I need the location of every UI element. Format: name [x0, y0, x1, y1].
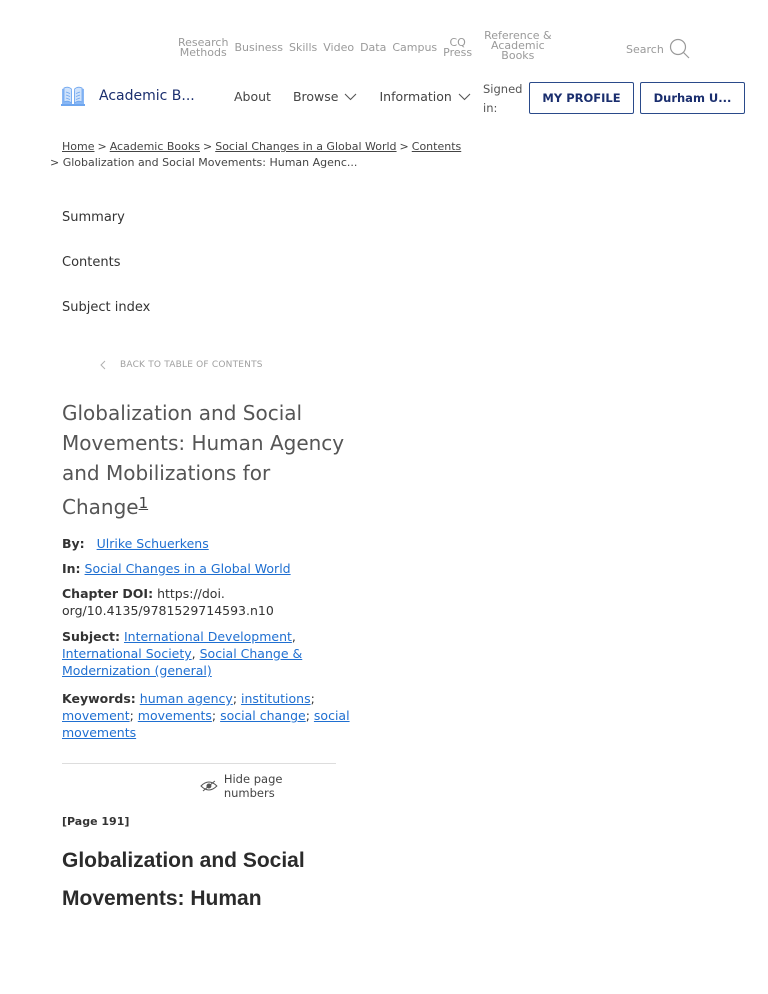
- subject-line: Subject: International Development, International Society, Social Change & Modernization (general): [62, 629, 303, 678]
- topnav-video[interactable]: [323, 43, 354, 53]
- breadcrumb-separator: >: [203, 140, 213, 153]
- book-line: [62, 560, 352, 577]
- by-label: By:: [62, 536, 85, 551]
- keyword-link[interactable]: institutions: [241, 691, 311, 706]
- breadcrumb-current: Globalization and Social Movements: Human Agenc...: [62, 156, 358, 169]
- keyword-link[interactable]: social movements: [62, 708, 350, 740]
- search-label: Search: [626, 42, 664, 56]
- topnav-label: Research: [178, 36, 229, 49]
- topnav-label: Methods: [179, 46, 227, 59]
- breadcrumb-home[interactable]: Home: [62, 140, 95, 153]
- chevron-down-icon: [344, 93, 357, 101]
- chapter-side-nav: [62, 209, 150, 344]
- site-header: [0, 80, 768, 116]
- doi-label: Chapter DOI:: [62, 586, 154, 601]
- chapter-title-text: Globalization and Social Movements: Human Agency and Mobilizations for Change: [62, 401, 345, 519]
- topnav-label: Academic: [491, 39, 545, 52]
- search-button[interactable]: [626, 38, 691, 60]
- topnav-reference-academic-books[interactable]: [484, 31, 551, 61]
- keywords-label: Keywords:: [62, 691, 136, 706]
- nav-browse[interactable]: [293, 89, 358, 104]
- topnav-label: Books: [501, 49, 535, 62]
- topnav-cq-press[interactable]: [443, 38, 472, 58]
- topnav-label: Video: [323, 41, 355, 54]
- nav-label: About: [234, 89, 271, 104]
- signed-in-text: in:: [483, 101, 498, 115]
- keyword-link[interactable]: movements: [137, 708, 212, 723]
- in-label: In:: [62, 561, 81, 576]
- hide-page-numbers-label: Hide page numbers: [223, 772, 283, 800]
- author-line: [62, 535, 352, 552]
- site-title: Academic B...: [99, 88, 195, 104]
- open-book-icon: [61, 85, 85, 107]
- nav-label: Information: [379, 89, 452, 104]
- signed-in-text: Signed: [483, 82, 523, 96]
- back-to-toc-link[interactable]: [100, 360, 263, 370]
- main-nav: [234, 89, 493, 104]
- chapter-title: [62, 398, 352, 522]
- subject-link[interactable]: International Society: [62, 646, 192, 661]
- chevron-left-icon: [100, 360, 106, 370]
- breadcrumb-separator: >: [97, 140, 107, 153]
- divider: [62, 763, 336, 764]
- my-profile-button[interactable]: MY PROFILE: [529, 82, 634, 114]
- topnav-label: Campus: [392, 41, 438, 54]
- subject-link[interactable]: Social Change & Modernization (general): [62, 646, 303, 678]
- hide-page-numbers-toggle[interactable]: [200, 772, 336, 800]
- topnav-research-methods[interactable]: [178, 38, 228, 58]
- author-link[interactable]: Ulrike Schuerkens: [96, 536, 209, 551]
- topnav-label: Reference &: [484, 29, 552, 42]
- nav-information[interactable]: [379, 89, 470, 104]
- signed-in-label: [483, 80, 522, 118]
- eye-slash-icon: [200, 780, 218, 792]
- search-icon: [669, 38, 691, 60]
- nav-label: Browse: [292, 89, 339, 104]
- breadcrumb-academic-books[interactable]: Academic Books: [109, 140, 200, 153]
- subject-label: Subject:: [62, 629, 120, 644]
- topnav-skills[interactable]: [289, 43, 317, 53]
- breadcrumb-book[interactable]: Social Changes in a Global World: [215, 140, 397, 153]
- topnav-data[interactable]: [360, 43, 386, 53]
- top-utility-nav: [178, 29, 664, 66]
- topnav-label: Business: [234, 41, 283, 54]
- topnav-label: Skills: [288, 41, 318, 54]
- side-nav-summary[interactable]: Summary: [62, 210, 125, 225]
- breadcrumb-separator: >: [50, 156, 60, 169]
- nav-about[interactable]: [234, 89, 271, 104]
- topnav-business[interactable]: [234, 43, 283, 53]
- breadcrumb-separator: >: [399, 140, 409, 153]
- keyword-link[interactable]: social change: [220, 708, 306, 723]
- back-to-toc-label: BACK TO TABLE OF CONTENTS: [120, 360, 263, 370]
- site-logo[interactable]: [61, 85, 195, 107]
- book-link[interactable]: Social Changes in a Global World: [84, 561, 291, 576]
- topnav-label: CQ: [449, 36, 466, 49]
- breadcrumb-contents[interactable]: Contents: [411, 140, 462, 153]
- topnav-label: Data: [360, 41, 387, 54]
- doi-value: https://doi. org/10.4135/9781529714593.n10: [62, 586, 274, 618]
- side-nav-subject-index[interactable]: Subject index: [62, 300, 151, 315]
- keyword-link[interactable]: movement: [62, 708, 130, 723]
- subject-link[interactable]: International Development: [123, 629, 292, 644]
- chevron-down-icon: [458, 93, 471, 101]
- section-heading: Globalization and Social Movements: Human: [62, 849, 305, 910]
- side-nav-contents[interactable]: Contents: [62, 255, 121, 270]
- page-marker: [Page 191]: [62, 815, 130, 828]
- breadcrumb: [50, 139, 490, 171]
- institution-button[interactable]: Durham U...: [640, 82, 745, 114]
- topnav-campus[interactable]: [392, 43, 437, 53]
- keywords-line: Keywords: human agency; institutions; movement; movements; social change; social movements: [62, 691, 350, 740]
- doi-line: [62, 585, 352, 619]
- topnav-label: Press: [443, 46, 473, 59]
- footnote-link[interactable]: 1: [138, 494, 149, 512]
- keyword-link[interactable]: human agency: [139, 691, 233, 706]
